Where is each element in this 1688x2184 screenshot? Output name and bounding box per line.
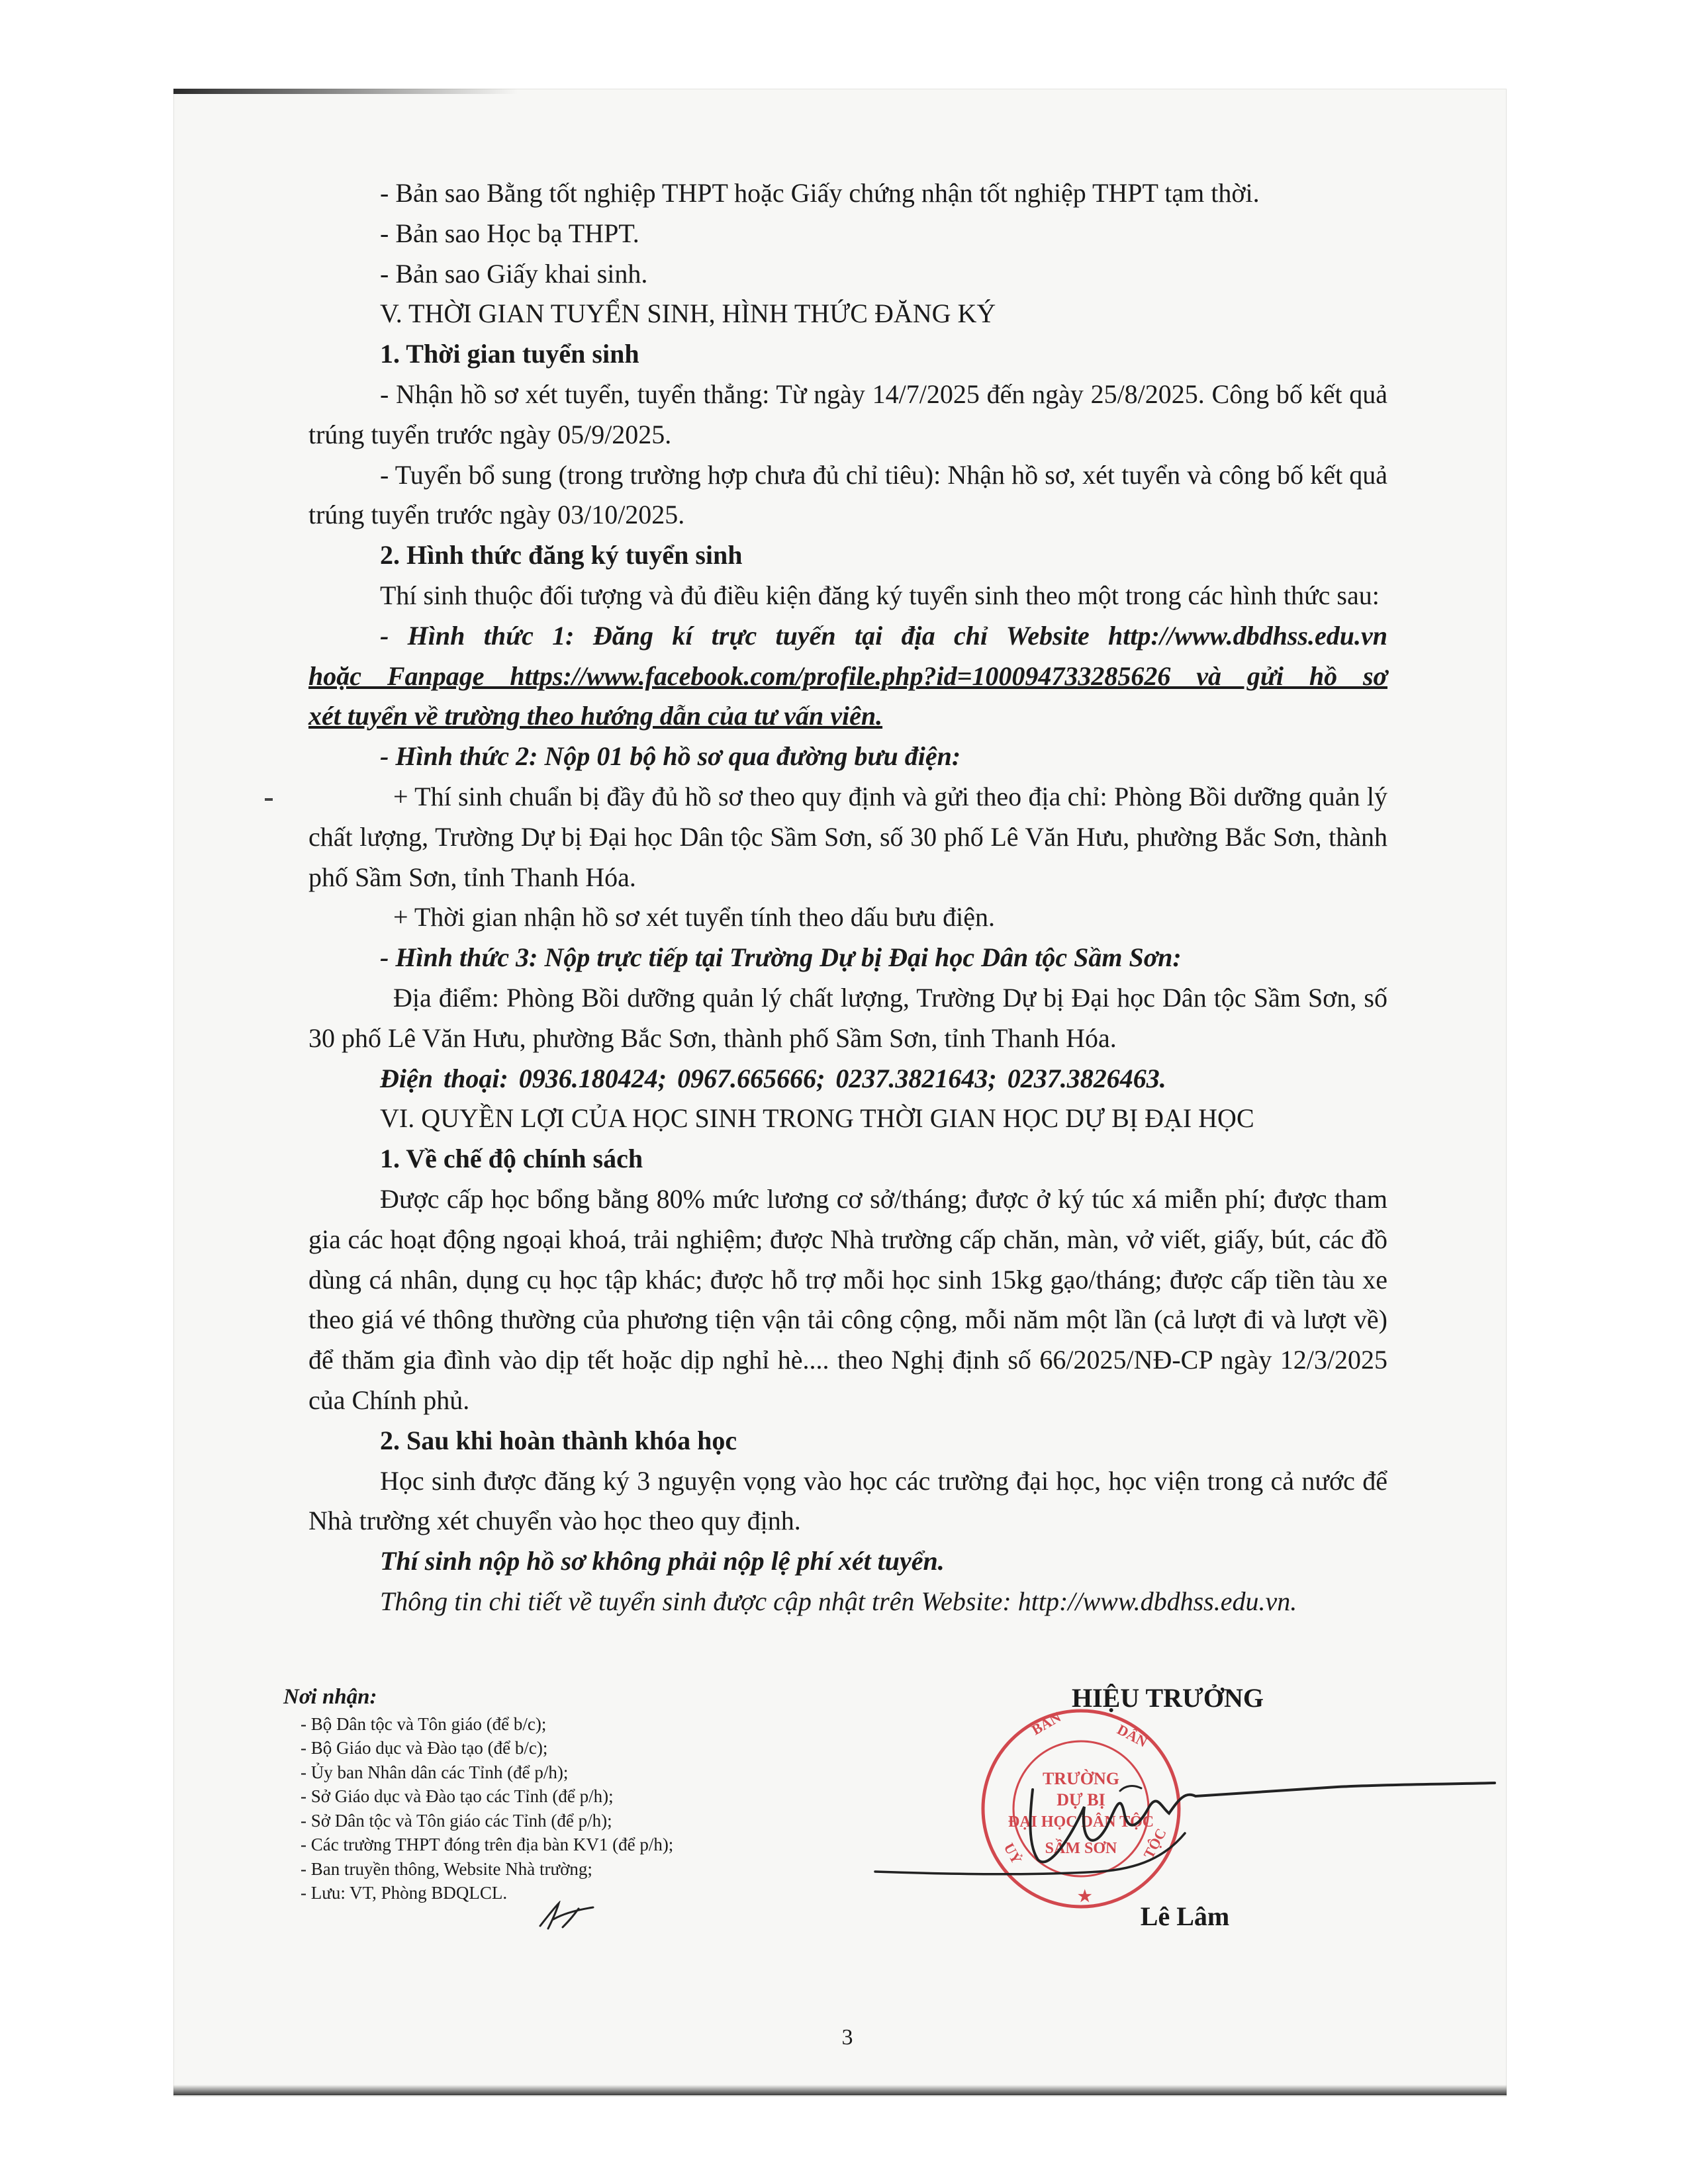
document-body (308, 173, 1387, 1622)
svg-text:SẦM SƠN: SẦM SƠN (1045, 1840, 1117, 1857)
recipient-item: - Sở Dân tộc và Tôn giáo các Tỉnh (để p/h); (301, 1810, 612, 1831)
svg-text:DỰ BỊ: DỰ BỊ (1056, 1790, 1105, 1809)
scan-edge-shadow-bottom (173, 2085, 1507, 2095)
section-6-2-heading: 2. Sau khi hoàn thành khóa học (380, 1425, 737, 1455)
signature-scribble-icon (874, 1727, 1496, 1913)
section-5-2-heading: 2. Hình thức đăng ký tuyển sinh (380, 540, 743, 570)
section-6-1-heading: 1. Về chế độ chính sách (380, 1144, 643, 1174)
form-2-address-paragraph: + Thí sinh chuẩn bị đầy đủ hồ sơ theo quy định và gửi theo địa chỉ: Phòng Bồi dưỡng quản lý chất lượng, Trường Dự bị Đại học Dân tộc Sầm Sơn, số 30 phố Lê Văn Hưu, phường Bắc Sơn, thành phố Sầm Sơn, tỉnh Thanh Hóa. (308, 781, 1387, 892)
recipients-title: Nơi nhận: (283, 1685, 377, 1709)
form-1-line-1: - Hình thức 1: Đăng kí trực tuyến tại địa chỉ Website http://www.dbdhss.edu.vn (380, 620, 1387, 651)
no-fee-note: Thí sinh nộp hồ sơ không phải nộp lệ phí xét tuyển. (380, 1546, 945, 1576)
contact-phone-numbers: Điện thoại: 0936.180424; 0967.665666; 0237.3821643; 0237.3826463. (380, 1063, 1166, 1093)
admission-period-paragraph: - Nhận hồ sơ xét tuyển, tuyển thẳng: Từ ngày 14/7/2025 đến ngày 25/8/2025. Công bố kết quả trúng tuyển trước ngày 05/9/2025. (308, 379, 1387, 449)
signatory-name: Lê Lâm (1140, 1901, 1230, 1931)
required-doc-birth-certificate: - Bản sao Giấy khai sinh. (380, 258, 648, 289)
after-course-paragraph: Học sinh được đăng ký 3 nguyện vọng vào học các trường đại học, học viện trong cả nước để Nhà trường xét chuyển vào học theo quy định. (308, 1465, 1387, 1536)
form-1-line-2: hoặc Fanpage https://www.facebook.com/profile.php?id=100094733285626 và gửi hồ sơ (308, 660, 1387, 691)
form-1-line-3: xét tuyển về trường theo hướng dẫn của tư vấn viên. (308, 701, 883, 731)
recipient-item: - Bộ Dân tộc và Tôn giáo (để b/c); (301, 1713, 547, 1734)
recipient-item: - Ủy ban Nhân dân các Tỉnh (để p/h); (301, 1762, 569, 1782)
recipient-item: - Sở Giáo dục và Đào tạo các Tỉnh (để p/h); (301, 1786, 614, 1806)
signatory-title: HIỆU TRƯỞNG (1071, 1683, 1264, 1713)
policy-benefits-paragraph: Được cấp học bổng bằng 80% mức lương cơ sở/tháng; được ở ký túc xá miễn phí; được tham gia các hoạt động ngoại khoá, trải nghiệm; được Nhà trường cấp chăn, màn, vở viết, giấy, bút, các đồ dùng cá nhân, dụng cụ học tập khác; được hỗ trợ mỗi học sinh 15kg gạo/tháng; được cấp tiền tàu xe theo giá vé thông thường của phương tiện vận tải công cộng, mỗi năm một lần (cả lượt đi và lượt về) để thăm gia đình vào dịp tết hoặc dịp nghỉ hè.... theo Nghị định số 66/2025/NĐ-CP ngày 12/3/2025 của Chính phủ. (308, 1183, 1387, 1415)
recipient-item: - Bộ Giáo dục và Đào tạo (để b/c); (301, 1738, 548, 1758)
section-5-heading: V. THỜI GIAN TUYỂN SINH, HÌNH THỨC ĐĂNG KÝ (380, 298, 996, 329)
section-6-heading: VI. QUYỀN LỢI CỦA HỌC SINH TRONG THỜI GIAN HỌC DỰ BỊ ĐẠI HỌC (380, 1103, 1254, 1134)
page-number: 3 (841, 2025, 853, 2050)
svg-text:UỶ: UỶ (1000, 1840, 1025, 1867)
form-3-location-paragraph: Địa điểm: Phòng Bồi dưỡng quản lý chất lượng, Trường Dự bị Đại học Dân tộc Sầm Sơn, số 30 phố Lê Văn Hưu, phường Bắc Sơn, thành phố Sầm Sơn, tỉnh Thanh Hóa. (308, 982, 1387, 1053)
svg-text:ĐẠI HỌC DÂN TỘC: ĐẠI HỌC DÂN TỘC (1008, 1813, 1154, 1831)
form-2-heading: - Hình thức 2: Nộp 01 bộ hồ sơ qua đường bưu điện: (380, 741, 961, 772)
supplementary-admission-paragraph: - Tuyển bổ sung (trong trường hợp chưa đủ chỉ tiêu): Nhận hồ sơ, xét tuyển và công bố kết quả trúng tuyển trước ngày 03/10/2025. (308, 459, 1387, 530)
form-2-postmark-note: + Thời gian nhận hồ sơ xét tuyển tính theo dấu bưu điện. (393, 902, 996, 933)
recipient-item: - Các trường THPT đóng trên địa bàn KV1 (để p/h); (301, 1835, 674, 1854)
svg-text:★: ★ (1078, 1888, 1092, 1905)
website-info-note: Thông tin chi tiết về tuyển sinh được cập nhật trên Website: http://www.dbdhss.edu.vn. (380, 1586, 1297, 1616)
svg-text:TỘC: TỘC (1140, 1825, 1170, 1862)
scan-edge-shadow-top (173, 89, 518, 94)
margin-mark (265, 798, 273, 801)
required-doc-diploma: - Bản sao Bằng tốt nghiệp THPT hoặc Giấy chứng nhận tốt nghiệp THPT tạm thời. (380, 178, 1260, 208)
recipient-item: - Ban truyền thông, Website Nhà trường; (301, 1858, 592, 1879)
recipients-block (283, 1685, 786, 1905)
section-5-1-heading: 1. Thời gian tuyển sinh (380, 339, 639, 369)
required-doc-transcript: - Bản sao Học bạ THPT. (380, 218, 639, 248)
svg-text:TRƯỜNG: TRƯỜNG (1042, 1769, 1120, 1788)
form-3-heading: - Hình thức 3: Nộp trực tiếp tại Trường Dự bị Đại học Dân tộc Sầm Sơn: (380, 942, 1182, 973)
initials-mark-icon (536, 1901, 596, 1931)
recipient-item: - Lưu: VT, Phòng BDQLCL. (301, 1883, 508, 1903)
registration-intro-paragraph: Thí sinh thuộc đối tượng và đủ điều kiện đăng ký tuyển sinh theo một trong các hình thức sau: (380, 580, 1380, 610)
svg-text:DÂN: DÂN (1114, 1721, 1150, 1751)
svg-text:BAN: BAN (1029, 1708, 1064, 1739)
